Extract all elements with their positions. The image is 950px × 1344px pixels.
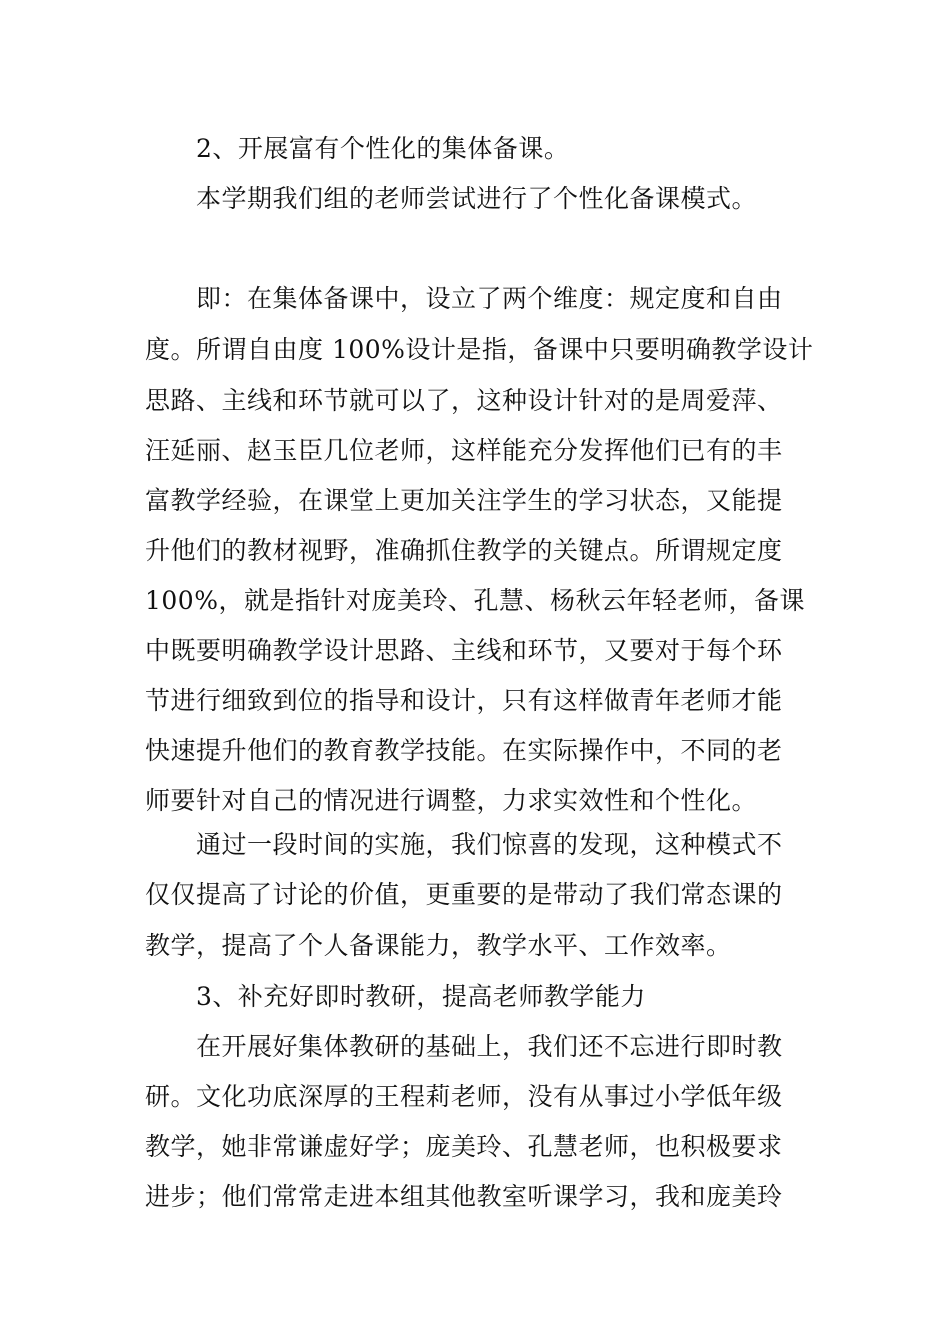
paragraph-line: 研。文化功底深厚的王程莉老师，没有从事过小学低年级 <box>145 1082 783 1111</box>
paragraph-line: 思路、主线和环节就可以了，这种设计针对的是周爱萍、 <box>145 386 783 415</box>
paragraph-line: 中既要明确教学设计思路、主线和环节，又要对于每个环 <box>145 636 783 665</box>
paragraph-line: 师要针对自己的情况进行调整，力求实效性和个性化。 <box>145 786 758 815</box>
paragraph-line: 100%，就是指针对庞美玲、孔慧、杨秋云年轻老师，备课 <box>145 586 805 615</box>
paragraph-line: 教学，她非常谦虚好学；庞美玲、孔慧老师，也积极要求 <box>145 1132 783 1161</box>
paragraph-line: 升他们的教材视野，准确抓住教学的关键点。所谓规定度 <box>145 536 783 565</box>
paragraph-line: 进步；他们常常走进本组其他教室听课学习，我和庞美玲 <box>145 1182 783 1211</box>
paragraph-line: 富教学经验，在课堂上更加关注学生的学习状态，又能提 <box>145 486 783 515</box>
paragraph-line: 教学，提高了个人备课能力，教学水平、工作效率。 <box>145 931 732 960</box>
paragraph-line: 仅仅提高了讨论的价值，更重要的是带动了我们常态课的 <box>145 880 783 909</box>
paragraph-line: 在开展好集体教研的基础上，我们还不忘进行即时教 <box>196 1032 783 1061</box>
paragraph-line: 本学期我们组的老师尝试进行了个性化备课模式。 <box>196 184 758 213</box>
heading-2: 2、开展富有个性化的集体备课。 <box>196 134 570 163</box>
heading-3: 3、补充好即时教研，提高老师教学能力 <box>196 982 646 1011</box>
paragraph-line: 节进行细致到位的指导和设计，只有这样做青年老师才能 <box>145 686 783 715</box>
paragraph-line: 度。所谓自由度 100%设计是指，备课中只要明确教学设计 <box>145 335 814 364</box>
paragraph-line: 快速提升他们的教育教学技能。在实际操作中，不同的老 <box>145 736 783 765</box>
paragraph-line: 通过一段时间的实施，我们惊喜的发现，这种模式不 <box>196 830 783 859</box>
paragraph-line: 汪延丽、赵玉臣几位老师，这样能充分发挥他们已有的丰 <box>145 436 783 465</box>
paragraph-line: 即：在集体备课中，设立了两个维度：规定度和自由 <box>196 284 783 313</box>
